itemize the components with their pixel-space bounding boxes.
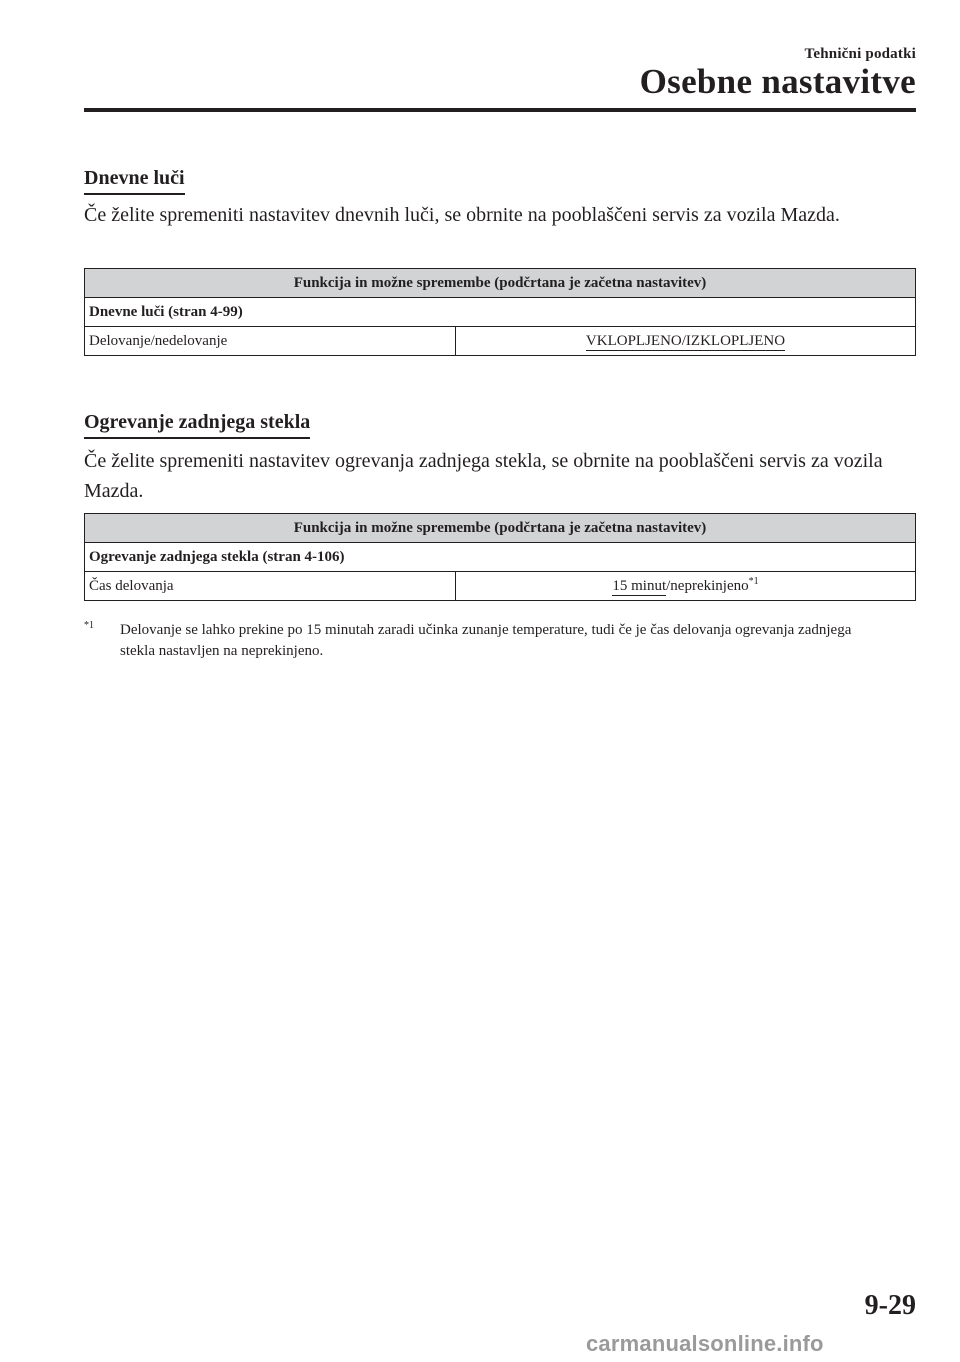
table-group-row [85, 543, 916, 572]
setting-value-rest: /neprekinjeno [666, 577, 749, 594]
section-paragraph-rear-defroster: Če želite spremeniti nastavitev ogrevanja zadnjega stekla, se obrnite na pooblaščeni servis za vozila Mazda. [84, 450, 883, 502]
table-cell-value [456, 572, 916, 601]
footnote-text: Delovanje se lahko prekine po 15 minutah zaradi učinka zunanje temperature, tudi če je čas delovanja ogrevanja zadnjega stekla nastavljen na neprekinjeno. [120, 622, 852, 659]
header-chapter: Tehnični podatki [804, 46, 916, 62]
table-row [85, 327, 916, 356]
section-heading-daytime-lights: Dnevne luči [84, 166, 185, 195]
table-row [85, 572, 916, 601]
footnote-reference: *1 [748, 575, 759, 587]
watermark[interactable]: carmanualsonline.info [586, 1331, 824, 1356]
table-header: Funkcija in možne spremembe (podčrtana je začetna nastavitev) [85, 269, 916, 298]
header-rule [84, 108, 916, 112]
page-title: Osebne nastavitve [639, 62, 916, 101]
table-header-row [85, 269, 916, 298]
table-header: Funkcija in možne spremembe (podčrtana je začetna nastavitev) [85, 514, 916, 543]
table-group-label: Dnevne luči (stran 4-99) [85, 298, 916, 327]
table-group-label: Ogrevanje zadnjega stekla (stran 4-106) [85, 543, 916, 572]
settings-table-daytime-lights [84, 268, 916, 356]
table-header-row [85, 514, 916, 543]
section-heading-rear-defroster: Ogrevanje zadnjega stekla [84, 410, 310, 439]
footnote-mark: *1 [84, 620, 94, 631]
section-paragraph-daytime-lights: Če želite spremeniti nastavitev dnevnih luči, se obrnite na pooblaščeni servis za vozila Mazda. [84, 204, 840, 226]
settings-table-rear-defroster [84, 513, 916, 601]
default-setting-value: VKLOPLJENO/IZKLOPLJENO [585, 332, 786, 349]
table-cell-value [456, 327, 916, 356]
table-cell-label: Čas delovanja [85, 572, 456, 601]
table-cell-label: Delovanje/nedelovanje [85, 327, 456, 356]
default-setting-value: 15 minut [612, 577, 667, 594]
table-group-row [85, 298, 916, 327]
page-number: 9-29 [864, 1290, 916, 1321]
footnote [84, 620, 884, 662]
